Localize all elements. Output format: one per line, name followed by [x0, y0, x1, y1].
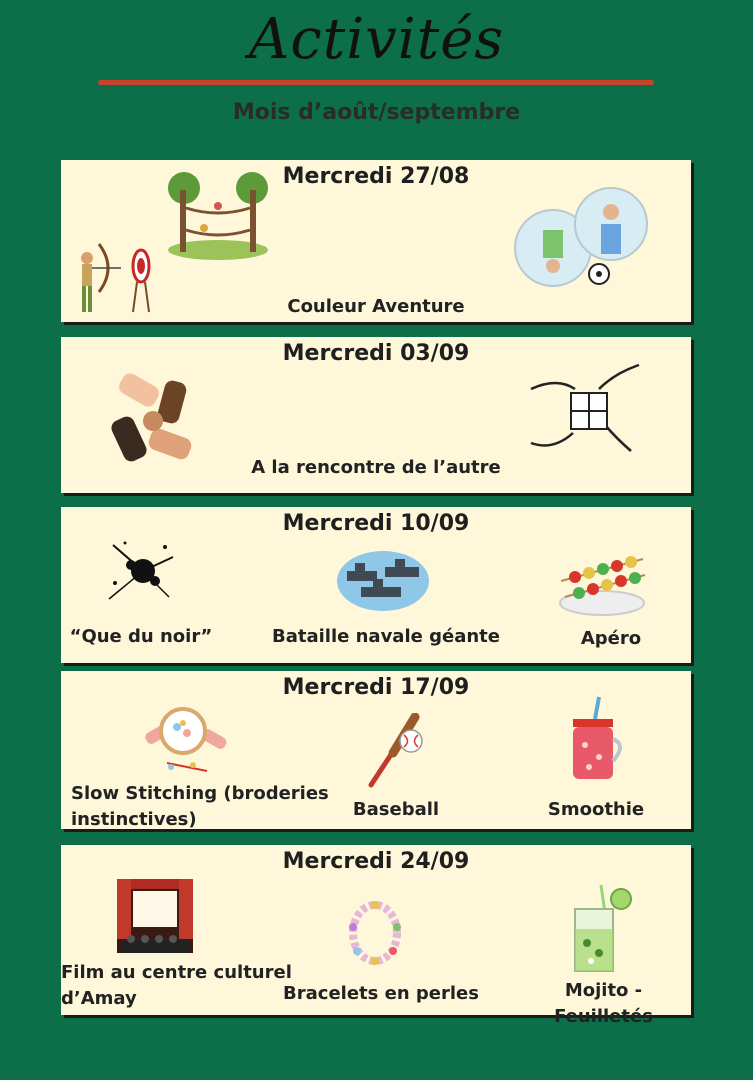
activity-label: Couleur Aventure	[287, 296, 465, 317]
treetop-adventure-icon	[164, 170, 272, 262]
activity-label: Apéro	[580, 628, 642, 649]
battleship-icon	[335, 549, 431, 613]
activity-label: Bataille navale géante	[272, 626, 500, 647]
baseball-bat-icon	[363, 713, 433, 793]
activity-card-4	[61, 671, 691, 829]
bubble-football-icon	[513, 182, 653, 290]
card-date: Mercredi 24/09	[282, 849, 470, 874]
puzzle-hands-icon	[527, 359, 645, 457]
activity-card-2	[61, 337, 691, 493]
page-subtitle: Mois d’août/septembre	[232, 100, 521, 125]
bead-bracelet-icon	[345, 897, 405, 969]
activity-label: Film au centre culturel d’Amay	[61, 962, 292, 1009]
mojito-glass-icon	[567, 883, 633, 975]
cinema-icon	[117, 879, 193, 953]
card-date: Mercredi 27/08	[282, 164, 470, 189]
smoothie-jar-icon	[565, 695, 629, 785]
activity-label: Mojito - Feuilletés	[554, 980, 653, 1027]
card-date: Mercredi 03/09	[282, 341, 470, 366]
activity-label: “Que du noir”	[69, 626, 213, 647]
ink-splatter-icon	[103, 537, 177, 607]
activity-label: Bracelets en perles	[283, 983, 479, 1004]
activity-label: Slow Stitching (broderies instinctives)	[71, 783, 329, 830]
card-date: Mercredi 10/09	[282, 511, 470, 536]
card-date: Mercredi 17/09	[282, 675, 470, 700]
skewers-icon	[555, 541, 649, 617]
activity-label: Smoothie	[547, 799, 645, 820]
activity-label: A la rencontre de l’autre	[251, 457, 501, 478]
activity-card-1	[61, 160, 691, 322]
embroidery-hoop-icon	[137, 703, 233, 779]
activity-card-5	[61, 845, 691, 1027]
page-title: Activités	[248, 7, 505, 72]
activity-label: Baseball	[352, 799, 440, 820]
activity-card-3	[61, 507, 691, 663]
title-underline	[98, 80, 654, 85]
